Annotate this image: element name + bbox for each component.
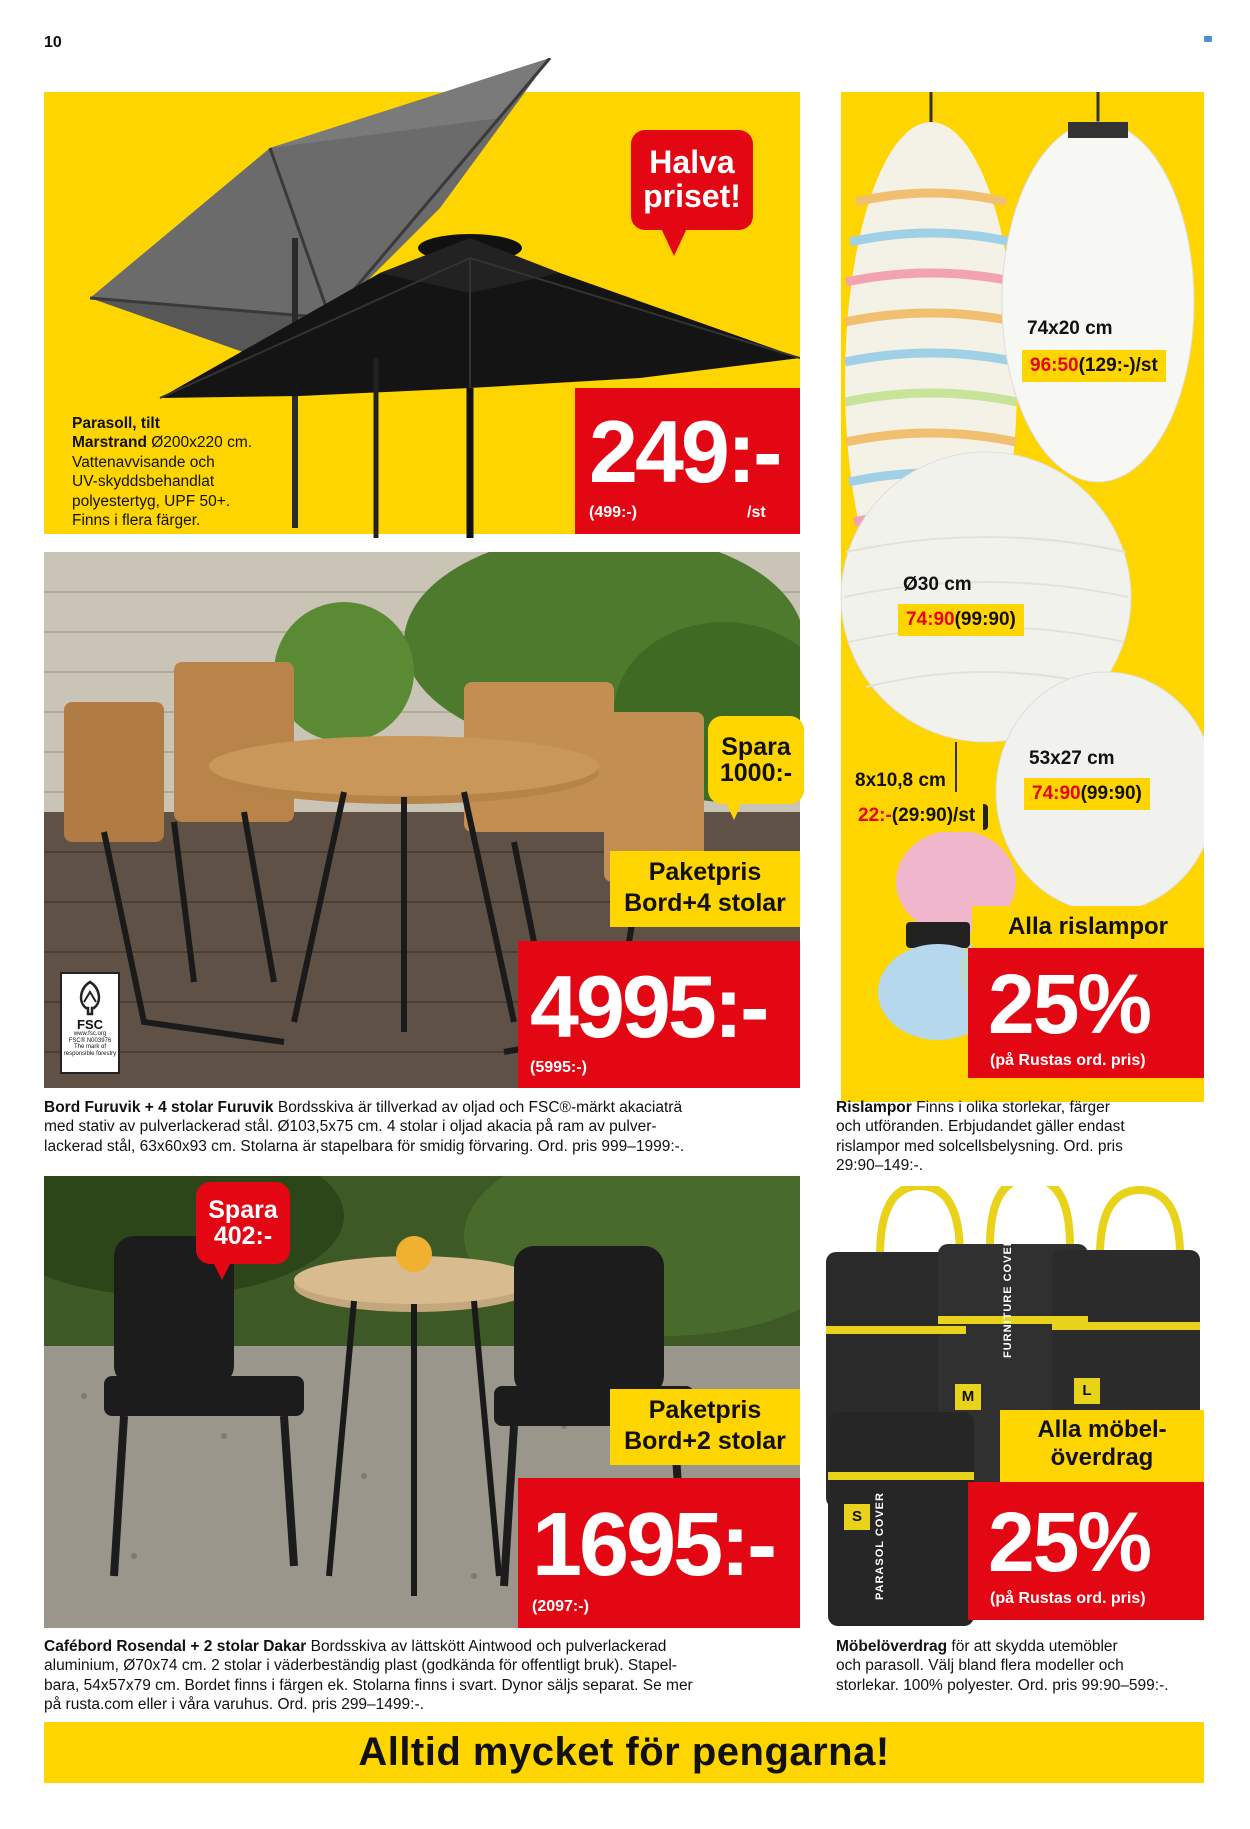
lamps-desc-line: Finns i olika storlekar, färger (911, 1099, 1110, 1116)
parasoll-unit: /st (747, 504, 766, 521)
lamps-offer-head: Alla rislampor (972, 906, 1204, 948)
parasoll-desc-line: Finns i flera färger. (72, 511, 201, 529)
covers-title: Möbelöverdrag (836, 1638, 948, 1655)
footer-slogan: Alltid mycket för pengarna! (358, 1730, 890, 1774)
cover-label-l: L (1082, 1382, 1092, 1399)
parasoll-old-price: (499:-) (589, 504, 638, 521)
covers-offer-sub: (på Rustas ord. pris) (990, 1590, 1146, 1607)
fsc-code: FSC® N003976 (68, 1037, 112, 1044)
lamp-size-3: 53x27 cm (1029, 748, 1115, 769)
rosendal-paket-line2: Bord+2 stolar (624, 1426, 786, 1455)
save-badge-tail (724, 798, 744, 820)
parasoll-name: Parasoll, tilt (72, 415, 160, 432)
lamp-old-1: (129:-)/st (1078, 355, 1158, 376)
covers-desc-line: för att skydda utemöbler (947, 1638, 1118, 1655)
cover-furniture-text: FURNITURE COVER (1002, 1237, 1014, 1358)
furuvik-old-price: (5995:-) (530, 1059, 587, 1076)
rosendal-paket-box (610, 1389, 800, 1465)
rosendal-title: Cafébord Rosendal + 2 stolar Dakar (44, 1638, 307, 1655)
lamp-size-2: Ø30 cm (903, 574, 972, 595)
rosendal-price-box (518, 1478, 800, 1628)
rosendal-paket-line1: Paketpris (648, 1396, 762, 1424)
fsc-logo (60, 972, 120, 1074)
badge-tail (660, 226, 688, 256)
parasoll-model: Marstrand (72, 434, 147, 452)
rosendal-desc-line: bara, 54x57x79 cm. Bordet finns i färgen ek. Stolarna finns i svart. Dynor säljs separat. Se mer (44, 1676, 693, 1694)
furuvik-price-box (518, 941, 800, 1088)
fsc-mark: The mark of responsible forestry (63, 1044, 117, 1057)
covers-desc-line: storlekar. 100% polyester. Ord. pris 99:90–599:-. (836, 1676, 1169, 1694)
footer-banner (44, 1722, 1204, 1783)
rosendal-save-line2: 402:- (213, 1222, 273, 1250)
covers-offer-head-line2: överdrag (1050, 1443, 1154, 1471)
parasoll-price: 249:- (589, 402, 780, 501)
furuvik-desc-line: Bordsskiva är tillverkad av oljad och FSC®-märkt akaciaträ (273, 1099, 683, 1116)
cover-label-s: S (851, 1508, 862, 1525)
lamp-size-4: 8x10,8 cm (855, 770, 946, 791)
lamp-price-2: 74:90 (906, 609, 955, 630)
rosendal-description (44, 1637, 814, 1715)
rosendal-badge-tail (212, 1260, 232, 1280)
lamp-price-3: 74:90 (1032, 783, 1081, 804)
lamp-old-2: (99:90) (954, 609, 1016, 630)
lamps-description (836, 1098, 1206, 1176)
cover-label-m: M (961, 1388, 975, 1405)
parasoll-desc-line: Vattenavvisande och (72, 453, 215, 471)
parasoll-size: Ø200x220 cm. (146, 434, 253, 452)
parasoll-price-box (575, 388, 800, 534)
fsc-label: FSC (77, 1017, 103, 1032)
lamps-offer-box (968, 948, 1204, 1078)
rosendal-desc-line: aluminium, Ø70x74 cm. 2 stolar i väderbeständig plast (godkända för offentligt bruk). Stapel- (44, 1657, 677, 1675)
rosendal-price: 1695:- (532, 1495, 775, 1595)
lamps-desc-line: och utföranden. Erbjudandet gäller endast (836, 1118, 1125, 1136)
rosendal-save-line1: Spara (208, 1195, 278, 1224)
lamp-price-tag-2 (898, 604, 1024, 636)
furuvik-title: Bord Furuvik + 4 stolar Furuvik (44, 1099, 274, 1116)
lamp-size-1: 74x20 cm (1027, 318, 1113, 339)
rosendal-desc-line: Bordsskiva av lättskött Aintwood och pulverlackerad (306, 1638, 667, 1655)
parasoll-description (72, 414, 302, 530)
rosendal-desc-line: på rusta.com eller i våra varuhus. Ord. pris 299–1499:-. (44, 1696, 424, 1714)
lamps-desc-line: 29:90–149:-. (836, 1157, 924, 1175)
furuvik-save-line2: 1000:- (719, 759, 793, 787)
cover-parasol-text: PARASOL COVER (874, 1492, 886, 1600)
fsc-tree-icon (70, 978, 110, 1018)
furuvik-paket-box (610, 851, 800, 927)
covers-description (836, 1637, 1206, 1695)
lamp-price-4: 22:- (858, 805, 892, 826)
page-number: 10 (44, 34, 62, 51)
furuvik-paket-line1: Paketpris (648, 858, 762, 886)
furuvik-desc-line: lackerad stål, 63x60x93 cm. Stolarna är stapelbara för smidig förvaring. Ord. pris 999–1999:-. (44, 1137, 685, 1155)
covers-offer-head (1000, 1410, 1204, 1482)
lamp-old-3: (99:90) (1080, 783, 1142, 804)
corner-mark-icon (1204, 36, 1212, 42)
lamps-title: Rislampor (836, 1099, 912, 1116)
parasoll-desc-line: polyestertyg, UPF 50+. (72, 492, 231, 510)
parasoll-desc-line: UV-skyddsbehandlat (72, 473, 215, 491)
lamps-desc-line: rislampor med solcellsbelysning. Ord. pris (836, 1137, 1123, 1155)
lamp-old-4: (29:90)/st (891, 805, 976, 826)
rosendal-old-price: (2097:-) (532, 1598, 589, 1615)
covers-offer-pct: 25% (988, 1495, 1151, 1589)
covers-desc-line: och parasoll. Välj bland flera modeller och (836, 1657, 1124, 1675)
covers-offer-head-line1: Alla möbel- (1037, 1416, 1167, 1443)
fsc-site: www.fsc.org (73, 1031, 107, 1037)
covers-offer-box (968, 1482, 1204, 1620)
furuvik-save-badge (708, 716, 804, 804)
lamps-offer-sub: (på Rustas ord. pris) (990, 1052, 1146, 1069)
rosendal-save-badge (196, 1182, 290, 1264)
furuvik-description (44, 1098, 814, 1156)
furuvik-paket-line2: Bord+4 stolar (624, 888, 786, 917)
furuvik-save-line1: Spara (721, 732, 791, 761)
lamp-price-tag-1 (1022, 350, 1166, 382)
lamp-price-tag-4 (850, 800, 983, 832)
lamp-price-1: 96:50 (1030, 355, 1079, 376)
furuvik-desc-line: med stativ av pulverlackerad stål. Ø103,5x75 cm. 4 stolar i oljad akacia på ram av pulver- (44, 1118, 657, 1136)
lamp-price-tag-3 (1024, 778, 1150, 810)
furuvik-price: 4995:- (530, 957, 767, 1056)
halva-priset-badge: Halva priset! (631, 130, 753, 230)
lamps-offer-pct: 25% (988, 957, 1151, 1051)
